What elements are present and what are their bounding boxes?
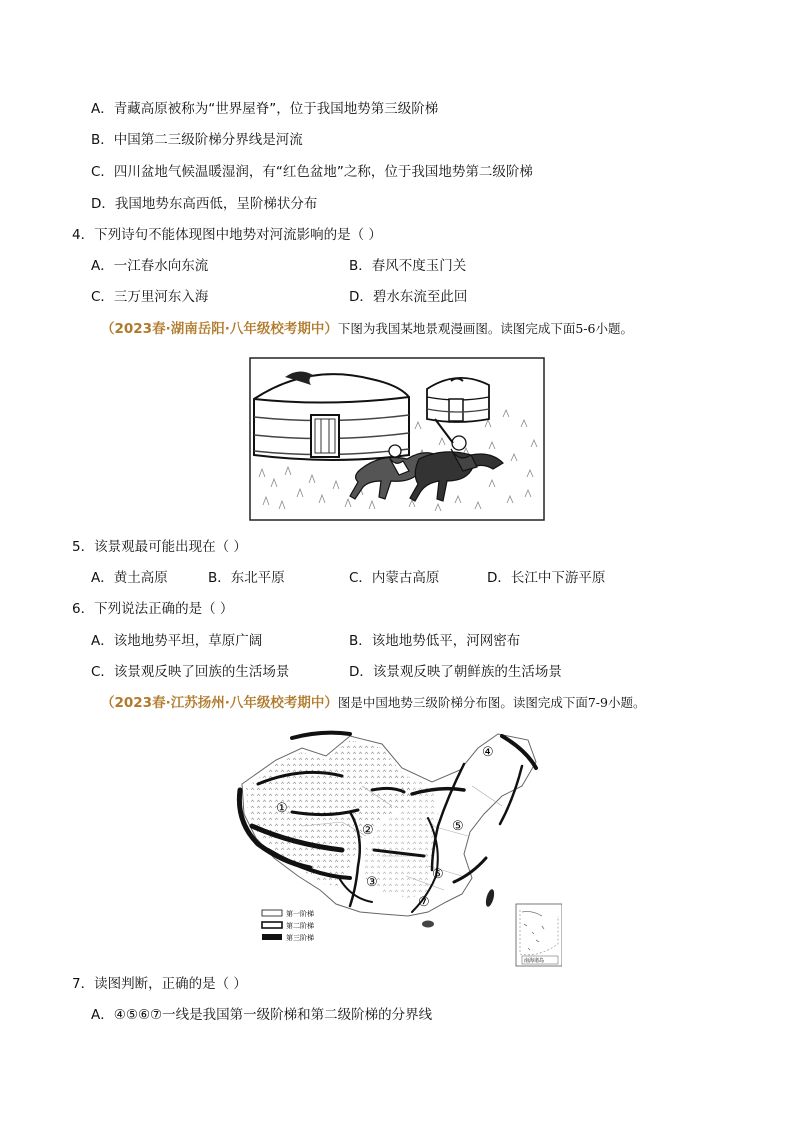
q6-option-c: C．该景观反映了回族的生活场景 (91, 664, 290, 680)
q3-option-b: B．中国第二三级阶梯分界线是河流 (91, 132, 303, 148)
group1-source: （2023春·湖南岳阳·八年级校考期中） (101, 321, 338, 337)
group2-source: （2023春·江苏扬州·八年级校考期中） (101, 695, 338, 711)
group2-heading (101, 694, 645, 712)
map-number-7: ⑦ (418, 895, 430, 910)
group2-intro: 图是中国地势三级阶梯分布图。读图完成下面7-9小题。 (337, 695, 646, 710)
q4-stem: 4．下列诗句不能体现图中地势对河流影响的是（ ） (72, 227, 382, 243)
q4-option-c: C．三万里河东入海 (91, 289, 209, 305)
q7-option-a: A．④⑤⑥⑦一线是我国第一级阶梯和第二级阶梯的分界线 (91, 1007, 433, 1023)
map-number-3: ③ (366, 875, 378, 890)
q6-stem: 6．下列说法正确的是（ ） (72, 601, 234, 617)
q7-stem: 7．读图判断，正确的是（ ） (72, 976, 247, 992)
south-china-sea-inset (516, 904, 562, 966)
q6-option-d: D．该景观反映了朝鲜族的生活场景 (349, 664, 562, 680)
q5-option-d: D．长江中下游平原 (487, 570, 606, 586)
q4-option-d: D．碧水东流至此回 (349, 289, 468, 305)
q4-option-b: B．春风不度玉门关 (349, 258, 467, 274)
legend-step-3: 第三阶梯 (286, 934, 314, 942)
legend-step-1: 第一阶梯 (286, 910, 314, 918)
map-legend (262, 909, 314, 942)
q6-option-a: A．该地地势平坦，草原广阔 (91, 633, 263, 649)
q5-option-a: A．黄土高原 (91, 570, 168, 586)
q4-option-a: A．一江春水向东流 (91, 258, 209, 274)
grassland-yurt-cartoon (249, 357, 545, 521)
legend-step-2: 第二阶梯 (286, 922, 314, 930)
q5-option-c: C．内蒙古高原 (349, 570, 440, 586)
q3-option-c: C．四川盆地气候温暖湿润，有“红色盆地”之称，位于我国地势第二级阶梯 (91, 164, 533, 180)
q3-option-d: D．我国地势东高西低，呈阶梯状分布 (91, 196, 318, 212)
map-number-4: ④ (482, 745, 494, 760)
group1-intro: 下图为我国某地景观漫画图。读图完成下面5-6小题。 (337, 321, 633, 336)
q5-option-b: B．东北平原 (208, 570, 285, 586)
q5-stem: 5．该景观最可能出现在（ ） (72, 539, 247, 555)
group1-heading (101, 320, 633, 338)
inset-label: 南海诸岛 (524, 958, 545, 964)
china-terrain-steps-map (232, 726, 562, 968)
map-number-6: ⑥ (432, 867, 444, 882)
map-number-5: ⑤ (452, 819, 464, 834)
map-number-1: ① (276, 801, 288, 816)
q3-option-a: A．青藏高原被称为“世界屋脊”，位于我国地势第三级阶梯 (91, 101, 439, 117)
q6-option-b: B．该地地势低平，河网密布 (349, 633, 521, 649)
map-number-2: ② (362, 823, 374, 838)
